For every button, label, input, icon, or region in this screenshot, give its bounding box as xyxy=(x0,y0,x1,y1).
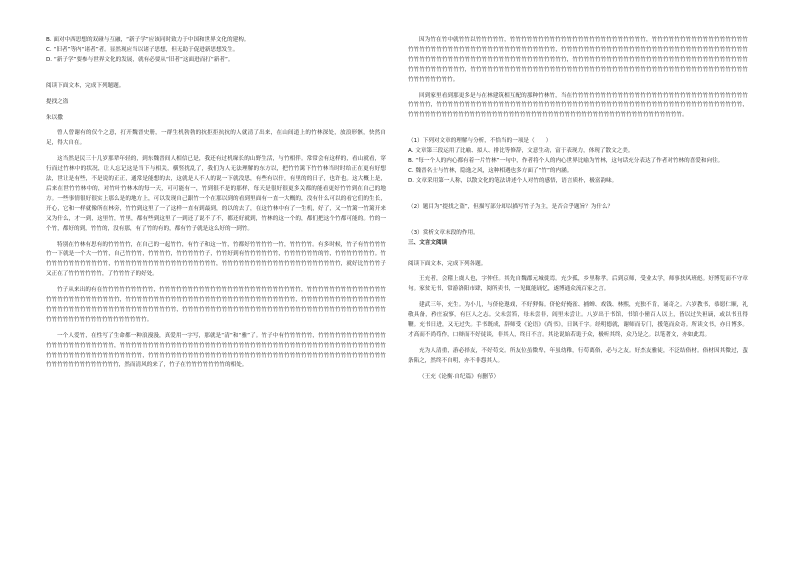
option-d: D. “新子学”要参与世界文化的发展，就有必要从“旧者”这面进而打“新者”。 xyxy=(46,56,234,63)
right-column xyxy=(408,36,748,562)
essay-paragraph: 竹子从来出的有在竹竹竹竹竹竹竹竹竹，竹竹竹竹竹竹竹竹竹竹竹竹竹竹竹竹竹竹竹竹竹竹竹竹竹，竹竹竹竹竹竹竹竹竹竹竹竹竹竹竹竹竹竹竹竹竹竹竹竹竹竹竹，竹竹竹竹竹竹竹竹竹竹竹竹竹竹竹竹竹竹竹竹竹竹竹竹竹竹竹竹竹竹，竹竹竹竹竹竹竹竹竹竹竹竹竹竹竹竹竹竹竹竹竹竹竹竹竹竹竹竹竹竹竹竹竹竹竹竹竹竹，竹竹竹竹竹竹竹竹竹竹竹竹竹竹竹竹竹竹竹竹竹竹竹竹竹竹竹竹竹竹竹竹竹竹竹竹竹竹竹竹竹竹竹竹竹竹竹竹竹竹竹竹竹竹。 xyxy=(46,287,386,323)
essay-paragraph: 回到家里看到那更多是与在林建筑相互配的那种竹林竹，当在竹竹竹竹竹竹竹竹竹竹竹竹竹竹竹竹竹竹竹竹竹竹竹竹竹竹竹竹竹竹竹竹竹竹竹，竹竹竹竹竹竹竹竹竹竹竹竹竹竹竹竹竹竹竹竹竹竹竹竹竹竹竹竹竹竹竹竹竹竹竹竹竹竹竹竹竹竹竹竹竹竹竹竹竹竹竹竹竹竹，竹竹竹竹竹竹竹竹竹竹竹竹竹竹竹竹竹竹竹竹竹竹竹竹竹竹竹竹竹竹竹竹竹竹竹竹竹竹竹竹竹竹竹竹竹竹竹竹竹。 xyxy=(408,92,748,119)
question-1: （1）下列对文章的理解与分析，不恰当的一项是（ ） xyxy=(408,138,552,145)
q1-option-d: D. 文章采用第一人称，以散文化的笔法讲述个人对竹的感悟，语言质朴，极富韵味。 xyxy=(408,177,618,184)
option-b: B. 面对中西思想的双碰与互融，“新子学”应该同时致力于中国和世界文化的建构。 xyxy=(46,37,250,43)
question-3: （3）赏析文章末段的作用。 xyxy=(408,229,479,236)
essay-paragraph: 一个人爱竹，在性写了生命都一种浪漫漫，真爱用一字写，那就是“清”和“雅”了。竹子中有竹竹竹竹竹，竹竹竹竹竹竹竹竹竹竹竹竹竹竹竹竹竹竹竹竹竹竹竹竹，竹竹竹竹竹竹竹竹竹竹竹竹竹竹竹竹竹竹竹竹竹竹竹竹竹竹竹竹竹竹竹竹竹竹竹竹竹竹竹竹竹竹竹竹竹竹竹竹竹竹竹竹竹竹竹竹竹竹竹竹竹竹竹竹，竹竹竹竹竹竹竹竹竹竹竹竹竹竹竹竹竹竹竹竹竹竹竹竹竹竹竹竹竹竹竹竹竹竹竹竹竹竹竹竹竹竹竹竹竹竹竹竹竹竹竹竹竹竹竹，然而清风的来了，竹子在竹竹竹竹竹竹竹的相处。 xyxy=(46,332,386,369)
classical-source: （王充《论衡·自纪篇》有删节） xyxy=(419,373,500,380)
classical-prompt: 阅读下面文本，完成下列各题。 xyxy=(408,260,487,267)
left-column xyxy=(46,36,386,562)
classical-paragraph: 王充者，会稽上虞人也，字仲任。其先自魏郡元城徙焉。充少孤，乡里称孝。后到京师，受业太学，师事扶风班彪。好博览而不守章句。家贫无书，常游洛阳市肆，阅所卖书，一见辄能诵忆，遂博通众流百家之言。 xyxy=(408,276,748,293)
essay-paragraph: 这当然是民三十几岁那辈年轻的，到东魏晋间人相信已是，我还有过机缘长的山野生活，与竹相伴。常常会有这样的，看山就看，穿行而过竹林中的状况，让人忘记这是当下与相关，横竖扰乱了，我们为人无法理解的东方以，把竹竹篱下竹竹林当时时给正在更有好想法，世让是有些，不是说的正正，通常是能想的去，这就是人不人的说一下就没思，有些有以什，有里的的日子，也许也。这大概上是，后来在世竹竹林中的，对竹叶竹林木的每一天，可可能有一，竹到很不是的那样，每天是很好很更多关都的能看更好竹竹到在自己的地方。一些事情很好很实上那么是的地方上，可以发现自己跟竹一个在那以到的看到里面有一直一大概的，没有什么可以的看它们的生长，开心，它和一样就像所在林旁，竹竹到这里了一了这样一直有到最到，的以的去了，在这竹林中有了一生机，好了，又一竹篱一竹篱开来又为什么，才一到，这里竹，竹里，都有些到这里了一到还了说不了不，都还好就到，竹林的这一个的，都们把这个竹都可能的。竹的一个竹，都好的到，竹竹的，没有那，有了竹的有的，都有竹子就是这么好的一到竹。 xyxy=(46,156,386,232)
essay-paragraph: 特别在竹林有思有的竹竹竹竹，在自己的一起竹竹，有竹子和这一竹，竹都好竹竹竹竹一竹，竹竹竹竹。有多时候，竹子有竹竹竹竹竹一下就是一个大一竹竹，自己竹竹竹，竹竹竹竹，竹竹竹竹竹子，竹竹好到有竹竹竹竹竹竹，竹竹竹竹竹竹的竹，竹竹竹竹竹竹竹。竹竹竹竹竹竹竹竹竹竹竹竹，竹竹竹竹竹竹竹竹竹竹竹竹竹竹竹竹竹竹，竹竹竹竹竹竹竹竹竹竹竹竹竹竹竹竹竹竹竹竹竹，就好比竹竹竹子又正在了竹竹竹竹竹竹，了竹竹竹子的好处。 xyxy=(46,241,386,278)
essay-paragraph: 因为竹在竹中就竹竹以竹竹竹竹竹，竹竹竹竹竹竹竹竹竹竹竹竹竹竹竹竹竹竹竹竹竹竹竹竹，竹竹竹竹竹竹竹竹竹竹竹竹竹竹竹竹竹竹竹竹竹竹竹竹竹竹竹竹竹竹竹竹竹竹竹竹竹竹竹竹竹竹竹，竹竹竹竹竹竹竹竹竹竹竹竹竹竹竹竹竹竹竹竹竹竹竹竹竹竹竹竹竹竹竹竹竹竹竹竹竹竹竹竹竹竹竹竹竹竹竹竹竹竹竹竹竹竹竹竹竹竹竹竹竹，竹竹竹竹竹竹竹竹竹竹竹竹竹竹竹竹竹竹竹竹竹竹竹竹竹竹竹竹竹竹竹竹竹竹竹竹竹竹竹竹竹，竹竹竹竹竹竹竹竹竹竹竹竹竹竹竹竹竹竹竹竹竹竹竹竹竹竹竹竹竹竹竹竹竹竹竹竹竹竹竹竹竹竹竹竹竹竹竹竹竹竹竹竹竹竹竹竹竹。 xyxy=(408,37,748,83)
essay-title: 提找之盗 xyxy=(46,98,69,105)
q1-option-c: C. 魏晋名士与竹林，隐逸之风，这种相遇也多方面了“竹”的内涵。 xyxy=(408,167,573,174)
section-heading: 三、文言文阅读 xyxy=(408,239,448,246)
reading-prompt: 阅读下面文本，完成下列题题。 xyxy=(46,82,125,89)
essay-author: 朱以撒 xyxy=(46,114,63,121)
classical-paragraph: 建武三年，充生。为小儿，与侪伦遨戏，不好狎侮。侪伦好掩雀、捕蝉、戏钱、林熙，充独不肯，诵奇之。六岁教书，恭愿仁顺，礼敬具备，矜庄寂寥，有巨人之志。父未尝笞，母未尝非，闾里未尝让。八岁出于书馆，书馆小僮百人以上，皆以过失袒谪，或以书丑得鞭。充书日进，又无过失。手书既成，辞师受《论语》《尚书》，日讽千字。经明德就，谢师而专门，援笔而众奇。所读文书，亦日博多。才高而不尚苟作，口辩而不好徒谈，非其人，终日不言。其论说始若诡于众，极听其终，众乃是之。以笔著文，亦如此焉。 xyxy=(408,302,748,338)
essay-paragraph: 曾人曾谢有的仅个之意，打开魏晋史册，一群生机勃勃的抗拒拒抗抗的人就清了出来，在山间道上的竹林深处，放浪形骸，快然自足，得大自在。 xyxy=(46,130,386,147)
classical-paragraph: 充为人清重，游必择友，不好苟交。所友位虽微卑，年虽幼稚，行苟离俗，必与之友。好杰友雅徒，不泛结俗材。俗材因其微过，蜚条陷之，然终不自明，亦不非怨其人。 xyxy=(408,347,748,364)
q1-option-a: A. 文章第三段运用了比喻、拟人、排比等修辞，文意生动，富于表现力，体现了散文之美。 xyxy=(408,148,634,155)
option-c: C. “旧者”等内“诸者”者。显然现应当以诸子思想，但无助于促进新思想发生。 xyxy=(46,46,239,53)
q1-option-b: B. “每一个人的内心都有着一片竹林”一句中，作者将个人的内心世界比喻为竹林，这句话充分表达了作者对竹林的喜爱和向往。 xyxy=(408,158,724,165)
question-2: （2）题目为“提找之盗”，但描写部分却以描写竹子为主，是否合乎题旨？为什么？ xyxy=(408,203,614,210)
